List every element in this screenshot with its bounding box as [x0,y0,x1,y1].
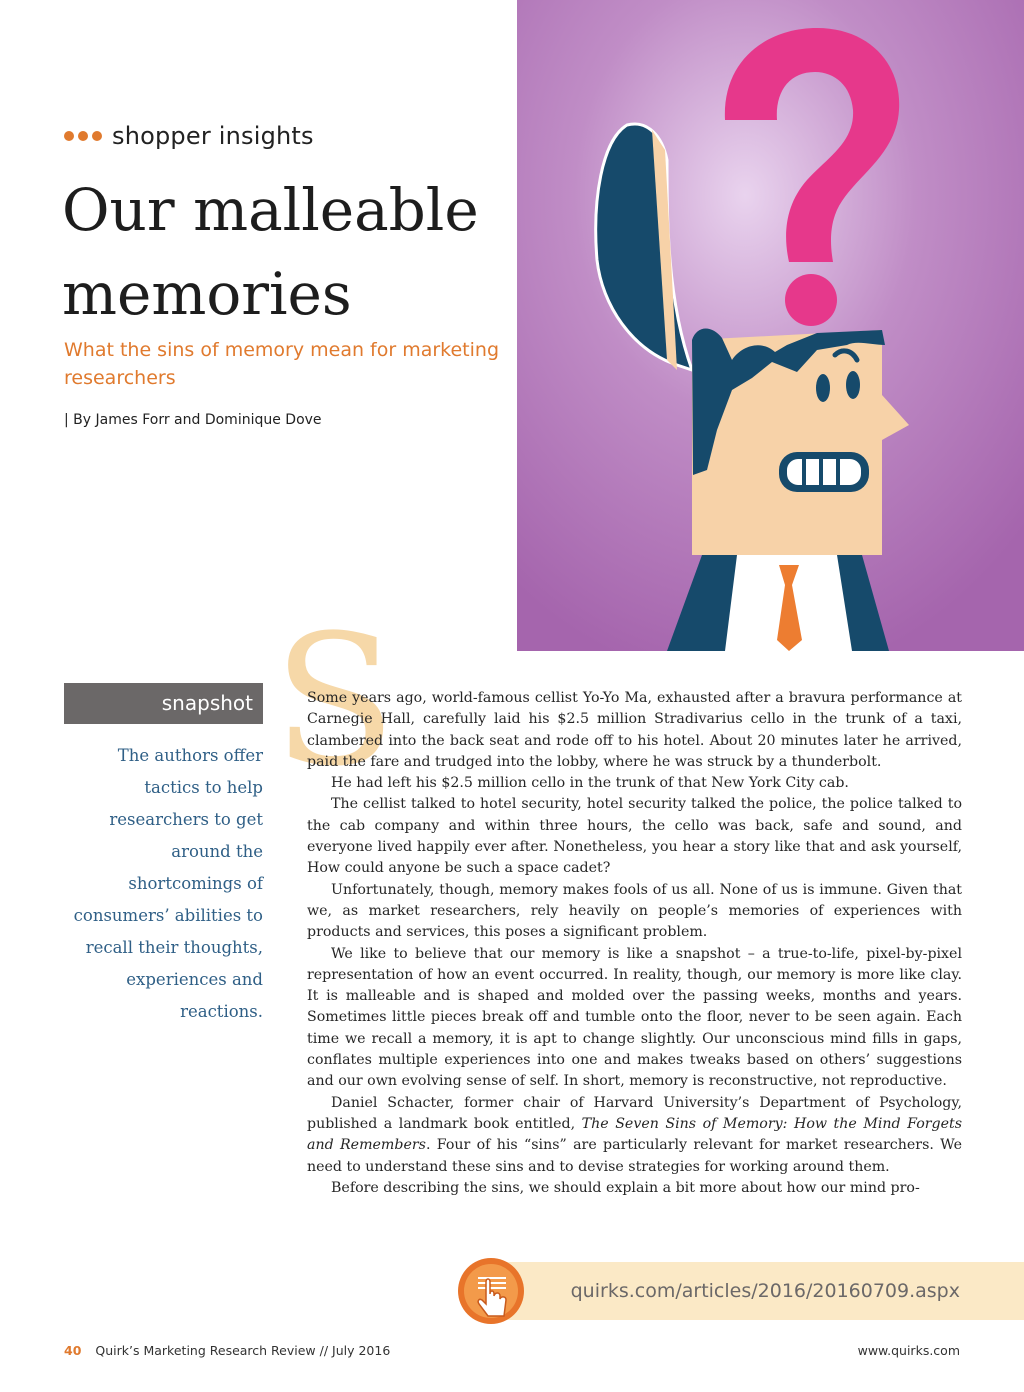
page-number: 40 [64,1343,82,1358]
article-title [62,168,502,336]
snapshot-heading: snapshot [161,691,253,715]
paragraph-3: The cellist talked to hotel security, hotel security talked the police, the police talked to the cab company and within three hours, the cello was back, safe and sound, and everyone lived happily ever after. Nonetheless, you hear a story like that and ask yourself, How could anyone be such a space cadet? [307,796,962,877]
paragraph-2: He had left his $2.5 million cello in the trunk of that New York City cab. [331,775,849,792]
paragraph-1: Some years ago, world-famous cellist Yo-Yo Ma, exhausted after a bravura performance at Carnegie Hall, carefully laid his $2.5 million Stradivarius cello in the trunk of a taxi, clambered into the back seat and rode off to his hotel. About 20 minutes later he arrived, paid the fare and trudged into the lobby, where he was struck by a thunderbolt. [307,690,962,770]
website-link[interactable]: www.quirks.com [857,1343,960,1358]
paragraph-4: Unfortunately, though, memory makes fools of us all. None of us is immune. Given that we, as market researchers, rely heavily on people’s memories of experiences with products and services, this poses a significant problem. [307,881,962,941]
section-label: shopper insights [112,122,314,150]
byline: | By James Forr and Dominique Dove [64,412,322,428]
article-url-link[interactable]: quirks.com/articles/2016/20160709.aspx [570,1280,960,1302]
snapshot-text: The authors offer tactics to help researchers to get around the shortcomings of consumers’ abilities to recall their thoughts, experiences and reactions. [73,746,263,1021]
section-dots-icon [64,131,102,141]
paragraph-6 [307,1093,962,1178]
confused-man-illustration [517,0,1024,651]
title-line-2: memories [62,260,352,328]
paragraph-5: We like to believe that our memory is like a snapshot – a true-to-life, pixel-by-pixel representation of how an event occurred. In reality, though, our memory is more like clay. It is malleable and is shaped and molded over the passing weeks, months and years. Sometimes little pieces break off and tumble onto the floor, never to be seen again. Each time we recall a memory, it is apt to change slightly. Our unconscious mind fills in gaps, conflates multiple experiences into one and makes tweaks based on others’ suggestions and our own evolving sense of self. In short, memory is reconstructive, not reproductive. [307,945,962,1090]
snapshot-heading-box [64,683,263,724]
pointer-hand-icon[interactable] [456,1256,526,1326]
publication-name: Quirk’s Marketing Research Review // July 2016 [95,1343,391,1358]
drop-cap: S [273,597,397,806]
book-title: The Seven Sins of Memory: How the Mind Forgets and Remembers [307,1115,962,1154]
paragraph-6-text-b: . Four of his “sins” are particularly relevant for market researchers. We need to understand these sins and to devise strategies for working around them. [307,1137,963,1175]
article-subtitle: What the sins of memory mean for marketing researchers [64,339,500,389]
footer-left [64,1343,390,1358]
paragraph-7: Before describing the sins, we should explain a bit more about how our mind pro- [331,1179,920,1196]
article-body [307,688,962,1199]
title-line-1: Our malleable [62,176,479,244]
section-header [64,122,314,150]
paragraph-6-text-a: Daniel Schacter, former chair of Harvard University’s Department of Psychology, published a landmark book entitled, [307,1094,962,1132]
